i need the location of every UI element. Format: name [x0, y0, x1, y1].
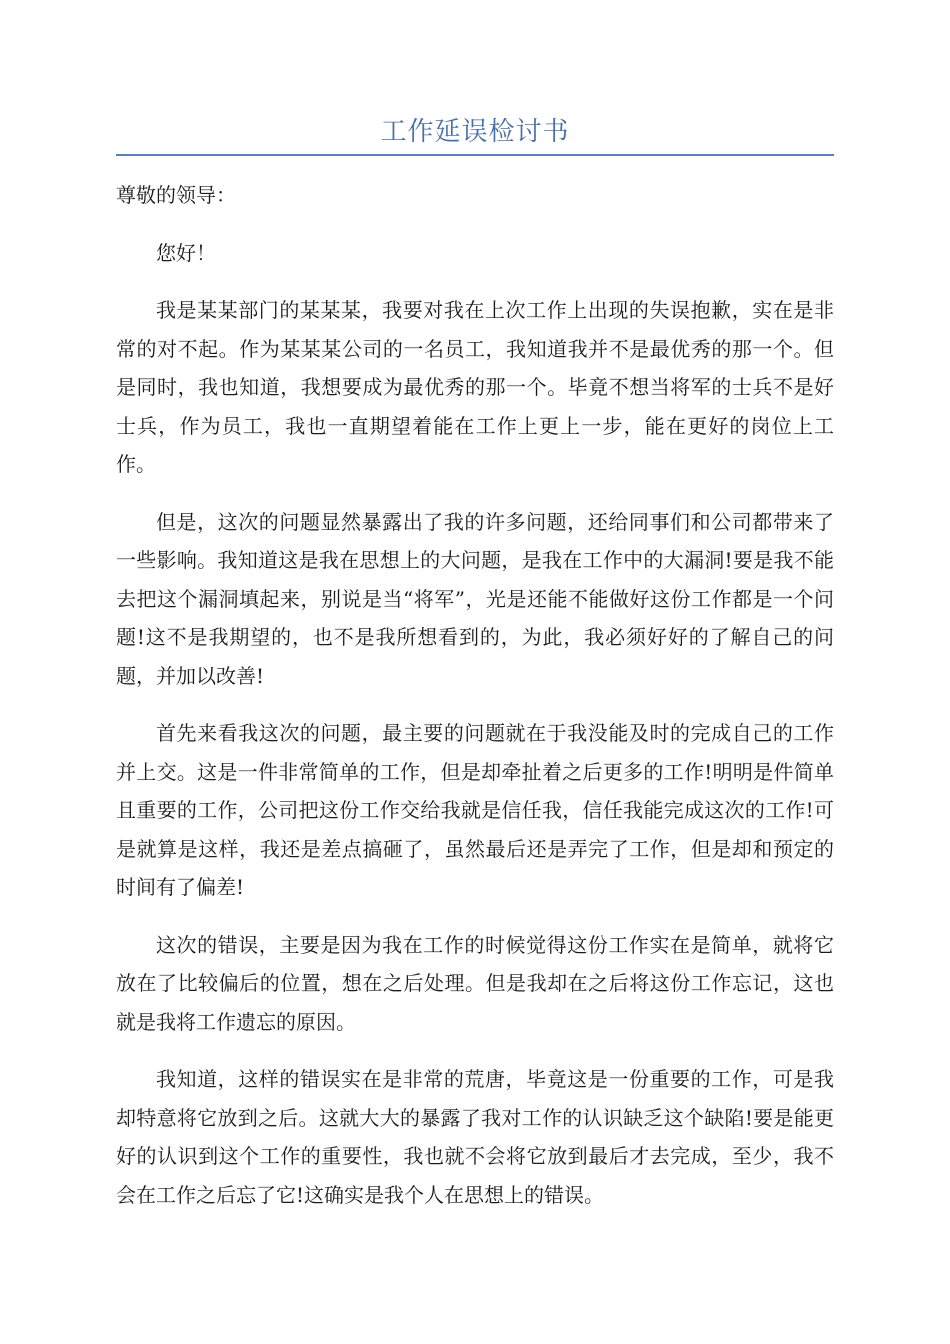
document-title: 工作延误检讨书: [380, 117, 570, 147]
paragraph: 这次的错误，主要是因为我在工作的时候觉得这份工作实在是简单，就将它放在了比较偏后的位置，想在之后处理。但是我却在之后将这份工作忘记，这也就是我将工作遗忘的原因。: [116, 932, 834, 1034]
title-underline: [116, 154, 834, 156]
paragraph: 我是某某部门的某某某，我要对我在上次工作上出现的失误抱歉，实在是非常的对不起。作为某某某公司的一名员工，我知道我并不是最优秀的那一个。但是同时，我也知道，我想要成为最优秀的那一个。毕竟不想当将军的士兵不是好士兵，作为员工，我也一直期望着能在工作上更上一步，能在更好的岗位上工作。: [116, 298, 834, 476]
paragraph: 首先来看我这次的问题，最主要的问题就在于我没能及时的完成自己的工作并上交。这是一件非常简单的工作，但是却牵扯着之后更多的工作!明明是件简单且重要的工作，公司把这份工作交给我就是信任我，信任我能完成这次的工作!可是就算是这样，我还是差点搞砸了，虽然最后还是弄完了工作，但是却和预定的时间有了偏差!: [116, 721, 834, 899]
greeting: 您好！: [156, 240, 216, 265]
paragraph: 但是，这次的问题显然暴露出了我的许多问题，还给同事们和公司都带来了一些影响。我知道这是我在思想上的大问题，是我在工作中的大漏洞!要是我不能去把这个漏洞填起来，别说是当“将军”，光是还能不能做好这份工作都是一个问题!这不是我期望的，也不是我所想看到的，为此，我必须好好的了解自己的问题，并加以改善!: [116, 509, 834, 688]
salutation: 尊敬的领导：: [116, 183, 236, 207]
paragraph: 我知道，这样的错误实在是非常的荒唐，毕竟这是一份重要的工作，可是我却特意将它放到之后。这就大大的暴露了我对工作的认识缺乏这个缺陷!要是能更好的认识到这个工作的重要性，我也就不会将它放到最后才去完成，至少，我不会在工作之后忘了它!这确实是我个人在思想上的错误。: [116, 1067, 834, 1207]
document-body: [116, 176, 834, 1233]
